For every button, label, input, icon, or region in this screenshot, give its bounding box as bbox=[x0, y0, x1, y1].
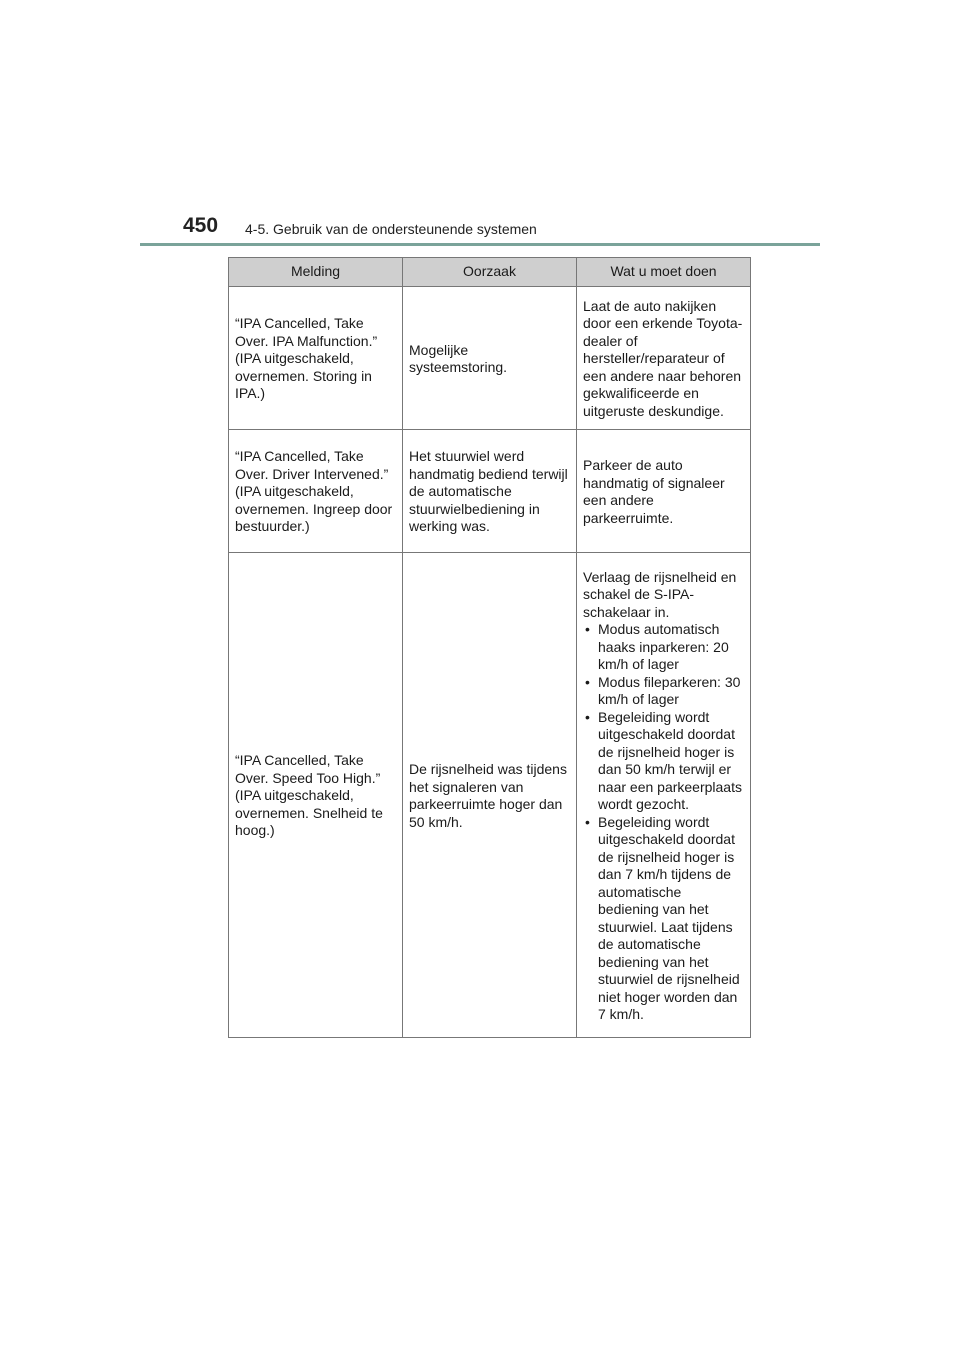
action-cell: Laat de auto nakijken door een erkende Toyota-dealer of hersteller/reparateur of een andere naar behoren gekwalificeerde en uitgeruste deskundige. bbox=[577, 287, 751, 430]
cause-cell: Mogelijke systeemstoring. bbox=[403, 287, 577, 430]
table-row bbox=[229, 553, 751, 1038]
action-cell bbox=[577, 553, 751, 1038]
column-header-oorzaak: Oorzaak bbox=[403, 258, 577, 287]
message-table bbox=[228, 257, 751, 1038]
list-item: • Modus fileparkeren: 30 km/h of lager bbox=[583, 674, 744, 709]
list-item: • Begeleiding wordt uitgeschakeld doordat de rijsnelheid hoger is dan 7 km/h tijdens de automatische bediening van het stuurwiel. Laat tijdens de automatische bediening van het stuurwiel de rijsnelheid niet hoger worden dan 7 km/h. bbox=[583, 814, 744, 1024]
column-header-actie: Wat u moet doen bbox=[577, 258, 751, 287]
message-cell: “IPA Cancelled, Take Over. Speed Too High.” (IPA uitgeschakeld, overnemen. Snelheid te hoog.) bbox=[229, 553, 403, 1038]
section-title: 4-5. Gebruik van de ondersteunende systemen bbox=[245, 221, 537, 237]
column-header-melding: Melding bbox=[229, 258, 403, 287]
cause-cell: Het stuurwiel werd handmatig bediend terwijl de automatische stuurwielbediening in werking was. bbox=[403, 430, 577, 553]
cause-cell: De rijsnelheid was tijdens het signaleren van parkeerruimte hoger dan 50 km/h. bbox=[403, 553, 577, 1038]
message-cell: “IPA Cancelled, Take Over. IPA Malfunction.” (IPA uitgeschakeld, overnemen. Storing in IPA.) bbox=[229, 287, 403, 430]
action-intro: Verlaag de rijsnelheid en schakel de S-IPA-schakelaar in. bbox=[583, 568, 737, 620]
message-cell: “IPA Cancelled, Take Over. Driver Intervened.” (IPA uitgeschakeld, overnemen. Ingreep door bestuurder.) bbox=[229, 430, 403, 553]
list-item: • Modus automatisch haaks inparkeren: 20 km/h of lager bbox=[583, 621, 744, 674]
header-rule bbox=[140, 243, 820, 246]
action-list bbox=[583, 621, 744, 1024]
table-row bbox=[229, 287, 751, 430]
table-header-row bbox=[229, 258, 751, 287]
table-row bbox=[229, 430, 751, 553]
action-cell: Parkeer de auto handmatig of signaleer een andere parkeerruimte. bbox=[577, 430, 751, 553]
page-number: 450 bbox=[183, 214, 219, 237]
list-item: • Begeleiding wordt uitgeschakeld doordat de rijsnelheid hoger is dan 50 km/h terwijl er naar een parkeerplaats wordt gezocht. bbox=[583, 709, 744, 814]
